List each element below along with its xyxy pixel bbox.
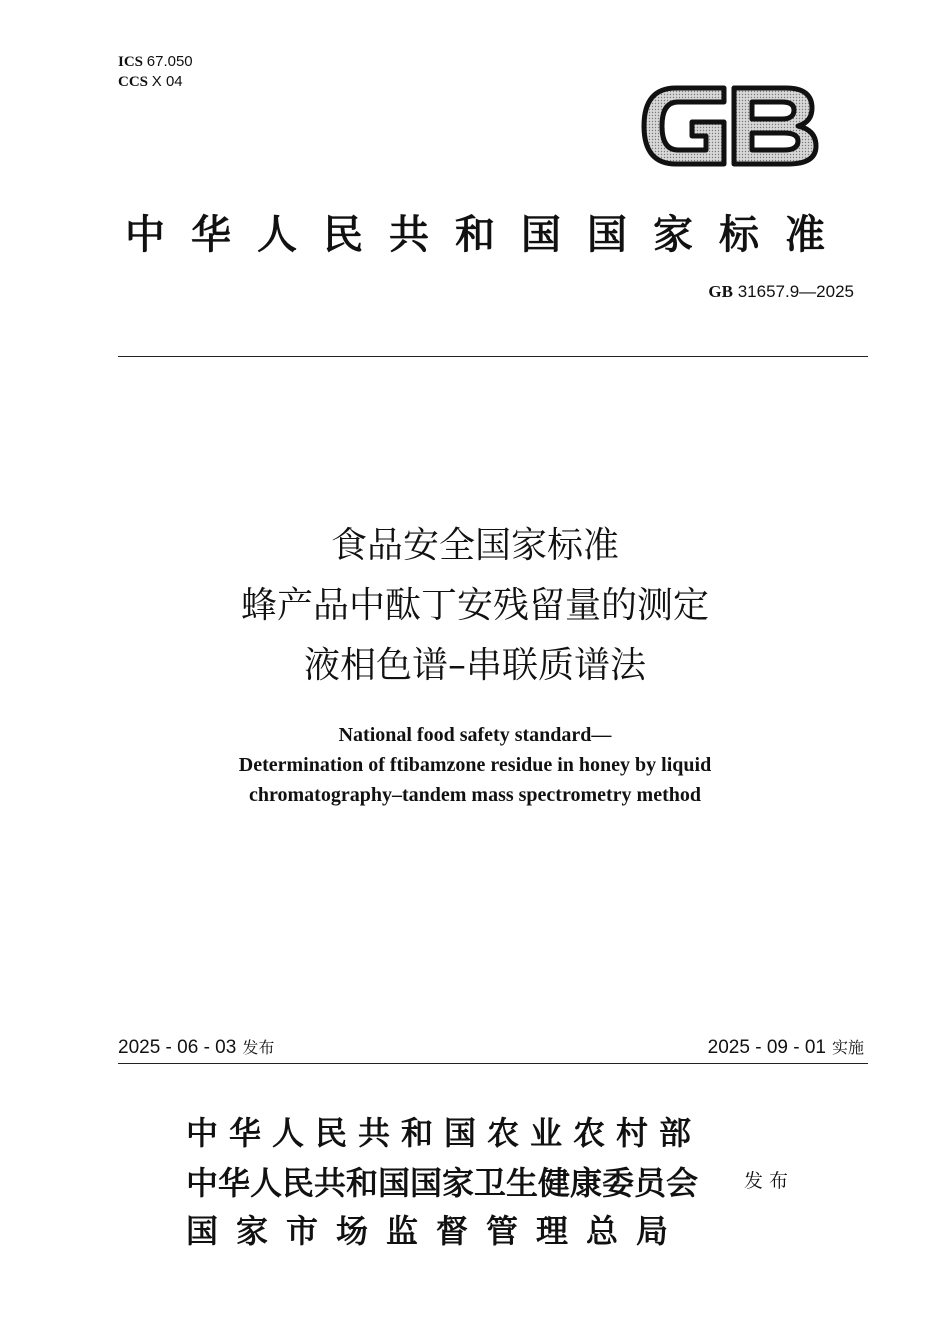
gb-logo-icon [636,78,822,174]
standard-number-prefix: GB [708,282,733,301]
ccs-code [118,72,183,92]
effective-label: 实施 [831,1038,864,1057]
en-title-line-2: Determination of ftibamzone residue in honey by liquid [238,754,712,776]
ccs-prefix: CCS [118,74,149,90]
en-title-line-3: chromatography–tandem mass spectrometry method [249,784,701,806]
ccs-value: X 04 [151,73,183,90]
publish-date [118,1035,274,1059]
bottom-divider [118,1063,868,1064]
ics-prefix: ICS [118,54,144,70]
ics-code [118,52,193,72]
standard-number-value: 31657.9—2025 [737,282,854,301]
publish-date-value: 2025 - 06 - 03 [118,1037,237,1058]
standard-number [708,282,854,302]
cn-title-line-1: 食品安全国家标准 [330,525,619,566]
ics-value: 67.050 [146,53,193,70]
effective-date-value: 2025 - 09 - 01 [707,1037,826,1058]
national-standard-title: 中华人民共和国国家标准 [125,212,851,258]
issuer-nhc: 中华人民共和国国家卫生健康委员会 [186,1164,699,1202]
effective-date [708,1035,864,1059]
top-divider [118,356,868,357]
en-title-line-1: National food safety standard— [338,724,612,746]
issue-label: 发布 [744,1170,795,1192]
publish-label: 发布 [242,1038,275,1057]
cn-title-line-3: 液相色谱–串联质谱法 [303,645,646,686]
cn-title-line-2: 蜂产品中酞丁安残留量的测定 [240,585,709,626]
issuer-moa: 中华人民共和国农业农村部 [186,1114,703,1152]
issuer-samr: 国家市场监督管理总局 [186,1212,687,1250]
